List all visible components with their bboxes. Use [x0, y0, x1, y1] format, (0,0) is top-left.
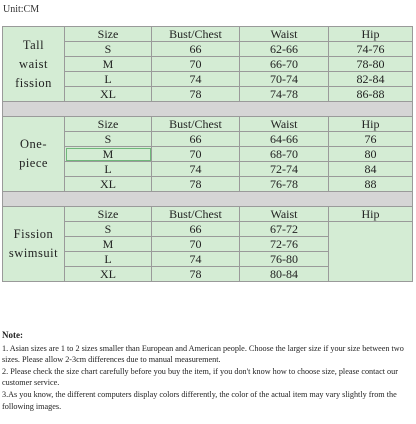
waist-cell: 62-66 [240, 42, 329, 57]
size-cell: XL [65, 87, 152, 102]
table-row [3, 42, 413, 57]
bust-cell: 74 [152, 252, 240, 267]
size-cell: M [65, 237, 152, 252]
header-waist: Waist [240, 207, 329, 222]
hip-cell: 76 [329, 132, 413, 147]
hip-cell: 84 [329, 162, 413, 177]
hip-cell: 86-88 [329, 87, 413, 102]
waist-cell: 76-80 [240, 252, 329, 267]
size-cell: L [65, 72, 152, 87]
header-hip: Hip [329, 27, 413, 42]
hip-cell: 74-76 [329, 42, 413, 57]
table-row [3, 147, 413, 162]
table-row [3, 132, 413, 147]
header-hip: Hip [329, 207, 413, 222]
header-bust: Bust/Chest [152, 117, 240, 132]
header-bust: Bust/Chest [152, 27, 240, 42]
category-label: Fission swimsuit [3, 207, 65, 282]
size-cell: M [65, 57, 152, 72]
separator-row [3, 192, 413, 207]
bust-cell: 70 [152, 147, 240, 162]
table-row [3, 162, 413, 177]
bust-cell: 74 [152, 162, 240, 177]
header-row [3, 27, 413, 42]
table-row [3, 177, 413, 192]
notes-section [2, 330, 412, 412]
bust-cell: 74 [152, 72, 240, 87]
table-row [3, 222, 413, 237]
unit-label: Unit:CM [3, 4, 40, 15]
waist-cell: 70-74 [240, 72, 329, 87]
table-row [3, 87, 413, 102]
note-item: 3.As you know, the different computers display colors differently, the color of the actual item may vary slightly from the following images. [2, 389, 397, 411]
category-label: One- piece [3, 117, 65, 192]
hip-cell-empty [329, 222, 413, 282]
waist-cell: 80-84 [240, 267, 329, 282]
hip-cell: 88 [329, 177, 413, 192]
header-bust: Bust/Chest [152, 207, 240, 222]
waist-cell: 67-72 [240, 222, 329, 237]
size-cell: S [65, 42, 152, 57]
bust-cell: 78 [152, 267, 240, 282]
bust-cell: 70 [152, 57, 240, 72]
waist-cell: 72-76 [240, 237, 329, 252]
bust-cell: 66 [152, 132, 240, 147]
size-cell: S [65, 132, 152, 147]
header-size: Size [65, 207, 152, 222]
size-cell: L [65, 252, 152, 267]
header-size: Size [65, 27, 152, 42]
bust-cell: 78 [152, 177, 240, 192]
bust-cell: 66 [152, 42, 240, 57]
header-waist: Waist [240, 27, 329, 42]
size-cell: L [65, 162, 152, 177]
bust-cell: 70 [152, 237, 240, 252]
header-size: Size [65, 117, 152, 132]
header-row [3, 117, 413, 132]
separator-row [3, 102, 413, 117]
bust-cell: 66 [152, 222, 240, 237]
size-cell: XL [65, 177, 152, 192]
hip-cell: 80 [329, 147, 413, 162]
header-waist: Waist [240, 117, 329, 132]
hip-cell: 82-84 [329, 72, 413, 87]
header-hip: Hip [329, 117, 413, 132]
waist-cell: 66-70 [240, 57, 329, 72]
header-row [3, 207, 413, 222]
category-label: Tall waist fission [3, 27, 65, 102]
waist-cell: 72-74 [240, 162, 329, 177]
notes-title: Note: [2, 330, 23, 340]
table-row [3, 72, 413, 87]
table-row [3, 57, 413, 72]
hip-cell: 78-80 [329, 57, 413, 72]
size-chart-table [2, 26, 413, 282]
bust-cell: 78 [152, 87, 240, 102]
note-item: 2. Please check the size chart carefully before you buy the item, if you don't know how to choose size, please contact our customer service. [2, 366, 398, 388]
waist-cell: 64-66 [240, 132, 329, 147]
waist-cell: 74-78 [240, 87, 329, 102]
size-cell: XL [65, 267, 152, 282]
size-cell-highlighted: M [65, 147, 152, 162]
size-cell: S [65, 222, 152, 237]
note-item: 1. Asian sizes are 1 to 2 sizes smaller than European and American people. Choose the larger size if your size between two sizes. Please allow 2-3cm differences due to manual measurement. [2, 343, 404, 365]
waist-cell: 68-70 [240, 147, 329, 162]
waist-cell: 76-78 [240, 177, 329, 192]
